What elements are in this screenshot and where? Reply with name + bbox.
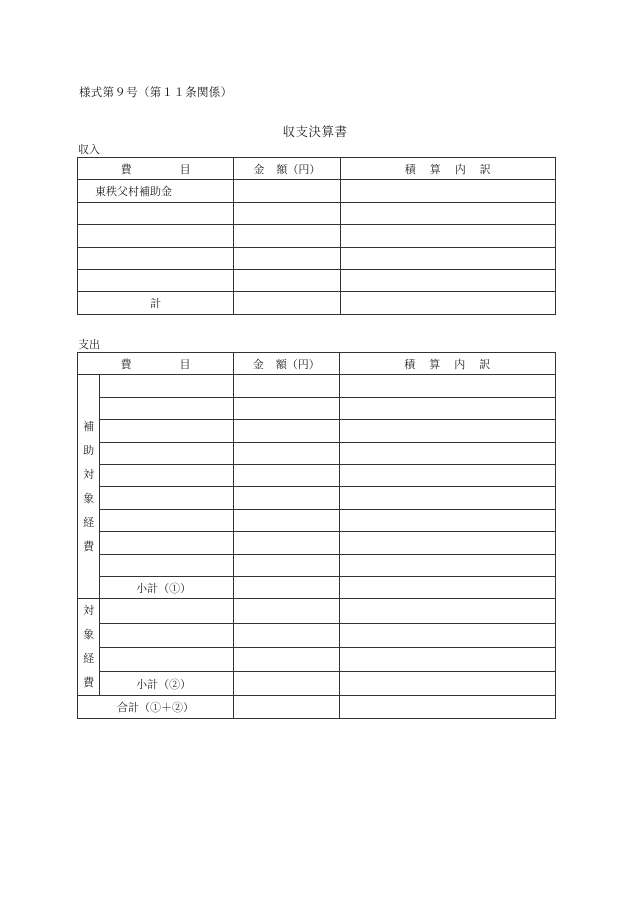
header-item-char: 目 (179, 162, 191, 176)
income-row (78, 247, 556, 269)
income-header-row (78, 158, 556, 180)
header-amount-char: 額（円） (275, 357, 320, 371)
expense-amount-cell[interactable] (233, 623, 339, 647)
income-breakdown-cell[interactable] (340, 202, 555, 224)
expense-item-cell[interactable] (100, 487, 234, 509)
header-breakdown-char: 算 (429, 357, 441, 371)
expense-breakdown-cell[interactable] (339, 442, 555, 464)
expense-item-cell[interactable] (100, 532, 234, 554)
header-breakdown-char: 内 (454, 162, 466, 176)
expense-row (78, 487, 556, 509)
group2-label-char: 費 (83, 676, 95, 690)
expense-item-cell[interactable] (100, 397, 234, 419)
header-item-char: 目 (179, 357, 191, 371)
grand-total-row (78, 696, 556, 718)
expense-row (78, 509, 556, 531)
subtotal1-row (78, 576, 556, 598)
expense-header-item (78, 353, 234, 375)
header-amount-char: 額（円） (276, 162, 321, 176)
expense-row (78, 420, 556, 442)
expense-breakdown-cell[interactable] (339, 420, 555, 442)
expense-row (78, 623, 556, 647)
income-amount-cell[interactable] (234, 202, 340, 224)
expense-item-cell[interactable] (100, 554, 234, 576)
expense-row (78, 647, 556, 671)
income-total-breakdown-cell[interactable] (340, 292, 555, 314)
group1-label-char: 対 (83, 467, 95, 481)
expense-breakdown-cell[interactable] (339, 532, 555, 554)
subtotal1-breakdown-cell[interactable] (339, 576, 555, 598)
expense-amount-cell[interactable] (233, 509, 339, 531)
expense-item-cell[interactable] (100, 464, 234, 486)
income-row (78, 225, 556, 247)
group1-label-char: 費 (83, 539, 95, 553)
expense-row (78, 554, 556, 576)
grand-total-breakdown-cell[interactable] (339, 696, 555, 718)
income-header-item (78, 158, 234, 180)
header-item-char: 費 (120, 162, 132, 176)
group1-label-char: 助 (83, 443, 95, 457)
grand-total-amount-cell[interactable] (233, 696, 339, 718)
group2-label-char: 象 (83, 628, 95, 642)
expense-breakdown-cell[interactable] (339, 599, 555, 623)
expense-breakdown-cell[interactable] (339, 509, 555, 531)
expense-row (78, 532, 556, 554)
income-section-label: 収入 (78, 143, 100, 156)
group1-label-char: 補 (83, 419, 95, 433)
expense-breakdown-cell[interactable] (339, 397, 555, 419)
expense-header-row (78, 353, 556, 375)
income-item-cell[interactable] (78, 247, 234, 269)
header-breakdown-char: 積 (404, 357, 416, 371)
expense-row (78, 397, 556, 419)
expense-item-cell[interactable] (100, 420, 234, 442)
expense-item-cell[interactable] (100, 509, 234, 531)
expense-item-cell[interactable] (100, 599, 234, 623)
subtotal2-amount-cell[interactable] (233, 672, 339, 696)
group1-vertical-label (78, 375, 100, 599)
income-row (78, 269, 556, 291)
subtotal2-label: 小計（②） (100, 672, 234, 696)
expense-row (78, 599, 556, 623)
expense-breakdown-cell[interactable] (339, 623, 555, 647)
expense-amount-cell[interactable] (233, 464, 339, 486)
group2-label-char: 経 (83, 652, 95, 666)
income-header-breakdown (340, 158, 555, 180)
expense-breakdown-cell[interactable] (339, 487, 555, 509)
expense-amount-cell[interactable] (233, 647, 339, 671)
expense-item-cell[interactable] (100, 647, 234, 671)
header-breakdown-char: 算 (429, 162, 441, 176)
expense-breakdown-cell[interactable] (339, 375, 555, 397)
expense-amount-cell[interactable] (233, 599, 339, 623)
income-row (78, 180, 556, 202)
expense-row (78, 442, 556, 464)
expense-breakdown-cell[interactable] (339, 464, 555, 486)
income-row (78, 202, 556, 224)
expense-row (78, 375, 556, 397)
expense-table (77, 352, 556, 719)
income-header-amount (234, 158, 340, 180)
income-item-cell[interactable] (78, 202, 234, 224)
expense-breakdown-cell[interactable] (339, 554, 555, 576)
income-breakdown-cell[interactable] (340, 269, 555, 291)
subtotal2-breakdown-cell[interactable] (339, 672, 555, 696)
group1-label-char: 象 (83, 491, 95, 505)
header-item-char: 費 (120, 357, 132, 371)
income-total-amount-cell[interactable] (234, 292, 340, 314)
expense-amount-cell[interactable] (233, 375, 339, 397)
expense-amount-cell[interactable] (233, 442, 339, 464)
expense-item-cell[interactable] (100, 375, 234, 397)
header-breakdown-char: 内 (454, 357, 466, 371)
expense-item-cell[interactable] (100, 623, 234, 647)
income-breakdown-cell[interactable] (340, 247, 555, 269)
group2-label-char: 対 (83, 604, 95, 618)
income-breakdown-cell[interactable] (340, 180, 555, 202)
expense-amount-cell[interactable] (233, 532, 339, 554)
income-item-cell[interactable] (78, 225, 234, 247)
income-total-label: 計 (78, 292, 234, 314)
header-amount-char: 金 (252, 357, 264, 371)
group2-vertical-label (78, 599, 100, 696)
income-amount-cell[interactable] (234, 247, 340, 269)
header-breakdown-char: 積 (404, 162, 416, 176)
subtotal1-label: 小計（①） (100, 576, 234, 598)
expense-header-breakdown (339, 353, 555, 375)
expense-header-amount (233, 353, 339, 375)
income-total-row (78, 292, 556, 314)
document-title: 収支決算書 (282, 124, 348, 139)
expense-section-label: 支出 (78, 338, 100, 351)
group1-label-char: 経 (83, 515, 95, 529)
expense-amount-cell[interactable] (233, 554, 339, 576)
header-breakdown-char: 訳 (479, 357, 491, 371)
header-breakdown-char: 訳 (479, 162, 491, 176)
form-number: 様式第９号（第１１条関係） (79, 85, 233, 99)
income-item-cell[interactable] (78, 269, 234, 291)
expense-amount-cell[interactable] (233, 397, 339, 419)
income-amount-cell[interactable] (234, 269, 340, 291)
header-amount-char: 金 (253, 162, 265, 176)
income-breakdown-cell[interactable] (340, 225, 555, 247)
subtotal2-row (78, 672, 556, 696)
expense-amount-cell[interactable] (233, 487, 339, 509)
grand-total-label: 合計（①＋②） (78, 696, 234, 718)
income-amount-cell[interactable] (234, 225, 340, 247)
expense-breakdown-cell[interactable] (339, 647, 555, 671)
expense-row (78, 464, 556, 486)
expense-item-cell[interactable] (100, 442, 234, 464)
income-item-subsidy[interactable]: 東秩父村補助金 (78, 180, 234, 202)
income-table (77, 157, 556, 315)
income-amount-cell[interactable] (234, 180, 340, 202)
expense-amount-cell[interactable] (233, 420, 339, 442)
subtotal1-amount-cell[interactable] (233, 576, 339, 598)
